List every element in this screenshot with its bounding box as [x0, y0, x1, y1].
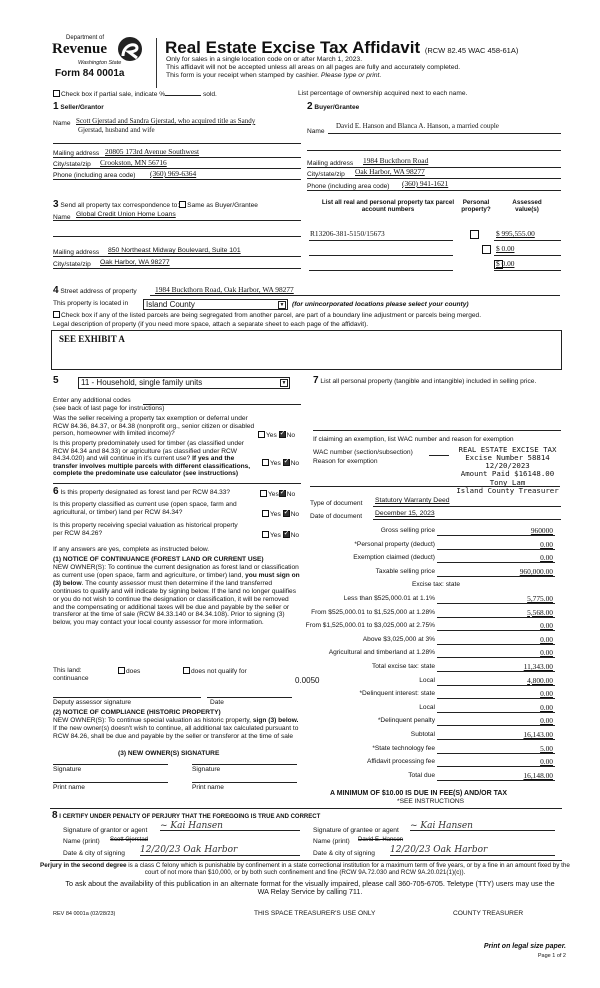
new-owner-sig-title: (3) NEW OWNER(S) SIGNATURE	[118, 750, 220, 757]
historic-yes-no	[262, 531, 299, 540]
tax-row-label: Subtotal	[410, 731, 435, 738]
underline	[53, 220, 301, 221]
grantor-date-field[interactable]: 12/20/23 Oak Harbor	[140, 845, 300, 856]
sold-label: sold.	[202, 91, 217, 98]
tax-row-value[interactable]: 0.00	[540, 634, 553, 644]
tax-row-value[interactable]: 0.00	[540, 716, 553, 726]
underline	[307, 167, 561, 168]
tax-row-value[interactable]: 960,000.00	[519, 566, 553, 576]
county-select[interactable]	[143, 299, 288, 310]
tax-row-line	[437, 780, 555, 781]
notice1-c: . The county assessor must then determine if the land transferred continues to qualify and will indicate by signing below. If the land no longer qualifies or you do not wish to continue the designation or classification, it will be removed and the compensating or additional taxes will be due and payable by the seller or transferor at the time of sale (RCW 84.33.140 or 84.34.108). Prior to signing (3) below, you may contact your local county assessor for more information.	[53, 579, 297, 627]
tax-row	[300, 568, 555, 580]
current-use-question: Is this property classified as current use (open space, farm and agricultural, or timber) land per RCW 84.34?	[53, 501, 237, 516]
tax-row	[300, 541, 555, 553]
section-number: 7	[313, 375, 319, 386]
stamp-line: Excise Number 58814	[465, 453, 550, 463]
reason-label: Reason for exemption	[313, 458, 378, 465]
tax-row-label: Affidavit processing fee	[366, 758, 435, 766]
tax-row-label: From $1,525,000.01 to $3,025,000 at 2.75%	[305, 622, 435, 630]
current-use-yes-no	[262, 510, 299, 519]
correspondence-heading	[53, 199, 258, 211]
tax-row	[300, 609, 555, 621]
personal-property-line[interactable]	[313, 430, 561, 431]
tax-row	[295, 675, 555, 689]
tax-row-label: *Delinquent interest: state	[359, 690, 435, 698]
street-label: Street address of property	[60, 288, 137, 295]
perjury-text: is a class C felony which is punishable by confinement in a state correctional institution for a maximum term of five years, or by a fine in an amount fixed by the court of not more than $10,000, or by both such confinement and fine (RCW 9A.72.030 and RCW 9A.20.021(1)(c)).	[128, 862, 570, 877]
perjury-bold: Perjury in the second degree	[40, 862, 127, 869]
forest-yes-no	[260, 490, 295, 499]
tax-row-label: *State technology fee	[372, 744, 435, 752]
yes-label: Yes	[270, 511, 281, 518]
see-instructions: *SEE INSTRUCTIONS	[397, 798, 465, 805]
no-checkbox[interactable]	[279, 431, 286, 438]
underline	[53, 157, 301, 158]
buyer-name-field[interactable]: David E. Hanson and Blanca A. Hanson, a married couple	[336, 122, 499, 130]
no-label: No	[286, 432, 296, 439]
ownership-note: List percentage of ownership acquired next to each name.	[298, 90, 468, 97]
tax-row-line	[437, 739, 555, 740]
tax-row-line	[437, 630, 555, 631]
corr-city-label: City/state/zip	[53, 261, 91, 268]
underline	[328, 133, 561, 134]
segregated-row	[53, 311, 481, 320]
same-as-buyer-label: Same as Buyer/Grantee	[187, 202, 258, 209]
seller-heading	[53, 101, 104, 113]
tax-row-label: Local	[419, 676, 435, 684]
tax-row-line	[437, 766, 555, 767]
buyer-phone-field[interactable]: (360) 941-1621	[402, 179, 449, 188]
grantee-signature[interactable]: ~ Kai Hansen	[410, 821, 555, 831]
seller-city-field[interactable]: Crookston, MN 56716	[100, 158, 167, 167]
treasurer-use: THIS SPACE TREASURER'S USE ONLY	[254, 910, 376, 917]
parcel-col-header: List all real and personal property tax parcel account numbers	[321, 199, 455, 214]
tax-row-value[interactable]: 0.00	[540, 553, 553, 563]
grantor-date-label: Date & city of signing	[63, 850, 125, 857]
buyer-city-label: City/state/zip	[307, 171, 345, 178]
underline	[192, 764, 297, 765]
grantee-name-field[interactable]: David E. Hanson	[358, 837, 404, 843]
revenue-logo-icon	[115, 36, 145, 62]
tax-row	[300, 663, 555, 675]
seller-mailing-label: Mailing address	[53, 150, 100, 157]
signature-label-1: Signature	[53, 766, 82, 773]
no-checkbox[interactable]	[283, 510, 290, 517]
grantor-signature[interactable]: ~ Kai Hansen	[160, 821, 300, 831]
underline	[309, 270, 453, 271]
tax-row-value[interactable]: 0.00	[540, 621, 553, 631]
tax-row	[300, 527, 555, 539]
title-text: Real Estate Excise Tax Affidavit	[165, 38, 421, 57]
tax-row	[300, 595, 555, 607]
print-legal-note: Print on legal size paper.	[483, 943, 566, 950]
tax-row	[300, 704, 555, 716]
underline	[494, 270, 561, 271]
assessed-col-header: Assessed value(s)	[512, 199, 542, 214]
tax-row-label: Agricultural and timberland at 1.28%	[328, 649, 435, 657]
tax-row-line	[437, 644, 555, 645]
segregated-checkbox[interactable]	[53, 311, 60, 318]
same-as-buyer-checkbox[interactable]	[179, 201, 186, 208]
tax-row	[300, 581, 555, 593]
buyer-phone-label: Phone (including area code)	[307, 183, 390, 190]
grantee-sig-label: Signature of grantee or agent	[313, 827, 399, 834]
no-label: No	[290, 532, 300, 539]
grantee-date-field[interactable]: 12/20/23 Oak Harbor	[390, 845, 555, 856]
no-label: No	[290, 460, 300, 467]
seller-city-label: City/state/zip	[53, 161, 91, 168]
timber-question-text: Is this property predominately used for timber (as classified under RCW 84.34 and 84.33) or agriculture (as classified under RCW 84.34.020) and will continue in it's current use?	[53, 440, 244, 463]
tax-row-line	[437, 562, 555, 563]
yes-checkbox[interactable]	[262, 531, 269, 538]
section-number: 1	[53, 101, 59, 112]
notice1-text	[53, 564, 300, 627]
tax-row	[300, 690, 555, 702]
tax-row-value[interactable]: 4,800.00	[527, 675, 553, 685]
header-line3	[166, 72, 381, 80]
tax-row-value[interactable]: 0.00	[540, 689, 553, 699]
section-number: 2	[307, 101, 313, 112]
tax-row-label: From $525,000.01 to $1,525,000 at 1.28%	[311, 608, 435, 616]
legal-description-text: SEE EXHIBIT A	[59, 334, 125, 344]
deputy-date-label: Date	[210, 699, 224, 706]
print-name-label-1: Print name	[53, 784, 85, 791]
form-number: Form 84 0001a	[55, 68, 125, 79]
segregated-label: Check box if any of the listed parcels are being segregated from another parcel, are part of a boundary line adjustment or parcels being merged.	[61, 312, 482, 319]
tax-row-line	[437, 685, 555, 686]
notice1-b: you must sign on (3) below	[53, 571, 300, 587]
tax-row-value[interactable]: 11,343.00	[523, 662, 553, 671]
exemption-question: Was the seller receiving a property tax exemption or deferral under RCW 84.36, 84.37, or 84.38 (nonprofit org., senior citizen or disabled person, homeowner with limited income)?	[53, 415, 255, 438]
tax-row	[300, 649, 555, 661]
tax-row-line	[437, 657, 555, 658]
dept-name: Revenue	[52, 41, 107, 57]
personal-property-label	[313, 375, 563, 387]
corr-city-field[interactable]: Oak Harbor, WA 98277	[100, 259, 170, 266]
tax-row-value[interactable]: 16,143.00	[523, 730, 553, 739]
tax-row	[300, 717, 555, 729]
does-not-label: does not qualify for	[191, 668, 247, 675]
this-land-label: This land:	[53, 667, 82, 674]
seller-mailing-field[interactable]: 20805 173rd Avenue Southwest	[105, 147, 200, 156]
partial-sale	[53, 90, 217, 99]
divider	[50, 860, 562, 861]
yes-label: Yes	[268, 491, 279, 498]
tax-row-label: Less than $525,000.01 at 1.1%	[343, 595, 435, 602]
section-number: 6	[53, 486, 59, 497]
notice2-a: NEW OWNER(S): To continue special valuation as historic property,	[53, 717, 252, 724]
title-ref: (RCW 82.45 WAC 458-61A)	[424, 46, 519, 55]
type-print-note: Please type or print.	[320, 72, 382, 79]
no-checkbox[interactable]	[279, 490, 286, 497]
tax-row	[300, 622, 555, 634]
yes-label: Yes	[266, 432, 277, 439]
doc-type-label: Type of document	[310, 500, 363, 507]
forest-question-text: Is this property designated as forest land per RCW 84.33?	[60, 489, 231, 496]
underline	[307, 150, 561, 151]
no-label: No	[290, 511, 300, 518]
partial-sale-checkbox[interactable]	[53, 90, 60, 97]
seller-phone-field[interactable]: (360) 969-6364	[150, 169, 197, 178]
tax-row-line	[437, 671, 555, 672]
certify-heading	[52, 810, 320, 822]
underline	[307, 190, 561, 191]
section-number: 5	[53, 375, 59, 386]
underline	[53, 236, 301, 237]
underline	[143, 404, 301, 405]
grantee-name-label: Name (print)	[313, 838, 350, 845]
corr-mailing-label: Mailing address	[53, 249, 100, 256]
tax-row-line	[437, 549, 555, 550]
local-rate: 0.0050	[295, 675, 320, 685]
doc-type-field[interactable]: Statutory Warranty Deed	[375, 497, 450, 504]
doc-date-label: Date of document	[310, 513, 363, 520]
tax-row-line	[437, 617, 555, 618]
tax-row-line	[437, 753, 555, 754]
page-number: Page 1 of 2	[537, 953, 566, 959]
if-yes-note: If any answers are yes, complete as instructed below.	[53, 546, 210, 553]
corr-name-field[interactable]: Global Credit Union Home Loans	[76, 211, 176, 218]
print-name-label-2: Print name	[192, 784, 224, 791]
tax-row-label: Total excise tax: state	[371, 663, 435, 670]
personal-checkbox-2[interactable]	[482, 245, 491, 254]
seller-name-line	[53, 143, 301, 144]
receipt-note: This form is your receipt when stamped by cashier.	[166, 72, 319, 79]
notice2-text	[53, 717, 300, 741]
tax-row-line	[437, 725, 555, 726]
divider	[50, 808, 562, 809]
correspondence-label: Send all property tax correspondence to:	[60, 202, 180, 209]
no-checkbox[interactable]	[283, 459, 290, 466]
use-code-select[interactable]	[78, 377, 290, 389]
tax-row-label: Exemption claimed (deduct)	[353, 554, 435, 562]
underline	[373, 519, 561, 520]
assessed-value-2[interactable]: $ 0.00	[496, 244, 515, 253]
divider	[53, 483, 301, 484]
seller-name-field-2[interactable]: Gjerstad, husband and wife	[78, 126, 155, 134]
underline	[207, 697, 292, 698]
underline	[53, 256, 301, 257]
underline	[150, 295, 560, 296]
yes-checkbox[interactable]	[262, 459, 269, 466]
certify-text: I CERTIFY UNDER PENALTY OF PERJURY THAT THE FOREGOING IS TRUE AND CORRECT	[59, 814, 321, 820]
tax-row	[300, 745, 555, 757]
tax-row-line	[437, 603, 555, 604]
stamp-line: Tony Lam	[489, 477, 526, 487]
underline	[309, 255, 453, 256]
grantor-name-field[interactable]: Scott Gjerstad	[110, 837, 149, 843]
county-note: (for unincorporated locations please select your county)	[292, 301, 469, 308]
street-row	[53, 285, 137, 297]
tax-row-value[interactable]: 5.00	[540, 743, 553, 753]
header-line2: This affidavit will not be accepted unless all areas on all pages are fully and accurately completed.	[166, 64, 461, 71]
tax-row-value[interactable]: 5,568.00	[527, 607, 553, 617]
buyer-mailing-label: Mailing address	[307, 160, 354, 167]
personal-checkbox-1[interactable]	[470, 230, 479, 239]
partial-sale-label: Check box if partial sale, indicate %	[61, 91, 166, 98]
does-label: does	[126, 668, 141, 675]
located-label: This property is located in	[53, 300, 129, 307]
tax-row-line	[437, 576, 555, 577]
see-back-note: (see back of last page for instructions)	[53, 405, 165, 412]
tax-row-line	[437, 535, 555, 536]
rev-number: REV 84 0001a (02/28/23)	[53, 911, 116, 917]
timber-question-note: If yes and the transfer involves multiple parcels with different classifications, complete the predominate use calculator (see instructions)	[53, 455, 251, 478]
underline	[309, 240, 453, 241]
tax-row	[300, 758, 555, 770]
personal-property-text: List all personal property (tangible and intangible) included in selling price.	[320, 378, 537, 385]
tax-row-label: *Delinquent penalty	[377, 717, 435, 725]
assessed-value-1[interactable]: $ 995,555.00	[496, 229, 535, 238]
corr-name-label: Name	[53, 214, 71, 221]
yes-label: Yes	[270, 460, 281, 467]
tax-row-label: Total due	[408, 771, 435, 779]
timber-question	[53, 440, 253, 478]
notice2-c: If the new owner(s) doesn't wish to continue, all additional tax calculated pursuant to RCW 84.26, shall be due and payable by the seller or transferor at the time of sale	[53, 724, 299, 740]
yes-label: Yes	[270, 532, 281, 539]
tax-row-value[interactable]: 960000	[530, 526, 553, 535]
buyer-mailing-field[interactable]: 1984 Buckthorn Road	[363, 156, 429, 165]
signature-label-2: Signature	[192, 766, 221, 773]
forest-question	[53, 486, 230, 498]
tax-row-label: Local	[419, 703, 435, 711]
wac-label: WAC number (section/subsection)	[313, 449, 413, 456]
yes-checkbox[interactable]	[258, 431, 265, 438]
does-checkbox[interactable]	[118, 667, 125, 674]
page-title	[165, 38, 518, 58]
timber-yes-no	[262, 459, 299, 468]
assessed-value-3[interactable]: $ 0.00	[496, 259, 515, 268]
use-code-value: 11 - Household, single family units	[81, 378, 203, 387]
tax-row-value[interactable]: 0.00	[540, 539, 553, 549]
chevron-down-icon[interactable]: ▼	[281, 380, 287, 386]
county-value: Island County	[146, 300, 195, 309]
seller-phone-label: Phone (including area code)	[53, 172, 136, 179]
grantee-date-label: Date & city of signing	[313, 850, 375, 857]
section-number: 3	[53, 199, 59, 210]
buyer-heading	[307, 101, 359, 113]
tax-row-value[interactable]: 0.00	[540, 757, 553, 767]
parcel-number-1[interactable]: R13206-381-5150/15673	[310, 229, 385, 238]
divider	[310, 486, 560, 487]
minimum-note: A MINIMUM OF $10.00 IS DUE IN FEE(S) AND/OR TAX	[330, 790, 508, 797]
tax-row-label: Gross selling price	[380, 527, 435, 534]
section-number: 4	[53, 285, 59, 296]
accessibility-note: To ask about the availability of this publication in an alternate format for the visually impaired, please call 360-705-6705. Teletype (TTY) users may use the WA Relay Service by calling 711.	[65, 879, 555, 896]
underline	[494, 240, 561, 241]
yes-checkbox[interactable]	[262, 510, 269, 517]
wac-field[interactable]	[429, 455, 449, 456]
personal-col-header: Personal property?	[461, 199, 491, 214]
deputy-sig-label: Deputy assessor signature	[53, 699, 132, 706]
underline	[53, 782, 168, 783]
section-number: 8	[52, 810, 58, 821]
treasurer-stamp	[450, 446, 565, 495]
additional-codes-label: Enter any additional codes	[53, 397, 131, 404]
does-not-option	[183, 667, 247, 676]
buyer-label: Buyer/Grantee	[314, 104, 360, 111]
tax-row	[300, 636, 555, 648]
tax-row-line	[437, 712, 555, 713]
underline	[307, 178, 561, 179]
underline	[53, 697, 201, 698]
stamp-line: 12/20/2023	[485, 461, 530, 471]
doc-date-field[interactable]: December 15, 2023	[375, 510, 435, 517]
tax-row	[300, 731, 555, 743]
no-label: No	[286, 491, 296, 498]
continuance-label: continuance	[53, 675, 89, 682]
tax-row-label: Taxable selling price	[375, 567, 435, 575]
header-line1: Only for sales in a single location code on or after March 1, 2023.	[166, 56, 363, 63]
perjury-note	[40, 862, 570, 876]
yes-checkbox[interactable]	[260, 490, 267, 497]
seller-label: Seller/Grantor	[60, 104, 104, 111]
grantor-name-label: Name (print)	[63, 838, 100, 845]
dept-top: Department of	[66, 35, 105, 41]
no-checkbox[interactable]	[283, 531, 290, 538]
does-not-checkbox[interactable]	[183, 667, 190, 674]
notice2-b: sign (3) below.	[252, 717, 299, 724]
tax-row	[300, 772, 555, 784]
tax-row-label: Excise tax: state	[411, 581, 460, 589]
underline	[494, 255, 561, 256]
underline	[53, 764, 168, 765]
county-treasurer: COUNTY TREASURER	[453, 910, 524, 917]
chevron-down-icon[interactable]: ▼	[279, 302, 285, 308]
legal-label: Legal description of property (if you need more space, attach a separate sheet to each page of the affidavit).	[53, 321, 369, 328]
underline	[192, 782, 297, 783]
header-divider	[156, 38, 157, 88]
tax-row-value[interactable]: 0.00	[540, 648, 553, 658]
does-option	[118, 667, 140, 676]
grantor-sig-label: Signature of grantor or agent	[63, 827, 148, 834]
buyer-name-label: Name	[307, 128, 325, 135]
notice1-a: NEW OWNER(S): To continue the current designation as forest land or classification as current use (open space, farm and agriculture, or timber) land,	[53, 564, 299, 579]
exemption-yes-no	[258, 431, 295, 440]
legal-description-box[interactable]	[51, 330, 562, 370]
street-field[interactable]: 1984 Buckthorn Road, Oak Harbor, WA 98277	[155, 285, 294, 294]
stamp-line: Amount Paid $16148.00	[460, 469, 555, 479]
tax-row-value[interactable]: 0.00	[540, 702, 553, 712]
underline	[53, 268, 301, 269]
dept-state: Washington State	[78, 60, 122, 66]
underline	[373, 506, 561, 507]
buyer-city-field[interactable]: Oak Harbor, WA 98277	[355, 167, 425, 176]
notice1-title: (1) NOTICE OF CONTINUANCE (FOREST LAND OR CURRENT USE)	[53, 556, 264, 563]
notice2-title: (2) NOTICE OF COMPLIANCE (HISTORIC PROPERTY)	[53, 709, 221, 716]
tax-row	[300, 554, 555, 566]
stamp-line: Island County Treasurer	[456, 485, 559, 495]
underline	[53, 168, 301, 169]
exemption-label: If claiming an exemption, list WAC number and reason for exemption	[313, 436, 514, 443]
seller-name-field[interactable]: Scott Gjerstad and Sandra Gjerstad, who acquired title as Sandy	[76, 117, 256, 125]
tax-row-value[interactable]: 16,148.00	[523, 770, 553, 780]
underline	[53, 179, 301, 180]
stamp-line: REAL ESTATE EXCISE TAX	[458, 445, 557, 454]
tax-row-label: *Personal property (deduct)	[354, 540, 435, 548]
seller-name-label: Name	[53, 120, 71, 127]
historic-question: Is this property receiving special valuation as historical property per RCW 84.26?	[53, 522, 238, 537]
tax-row-line	[437, 698, 555, 699]
tax-row-value[interactable]: 5,775.00	[527, 594, 553, 603]
corr-mailing-field[interactable]: 850 Northeast Midway Boulevard, Suite 101	[108, 247, 241, 254]
tax-row-label: Above $3,025,000 at 3%	[362, 635, 435, 643]
